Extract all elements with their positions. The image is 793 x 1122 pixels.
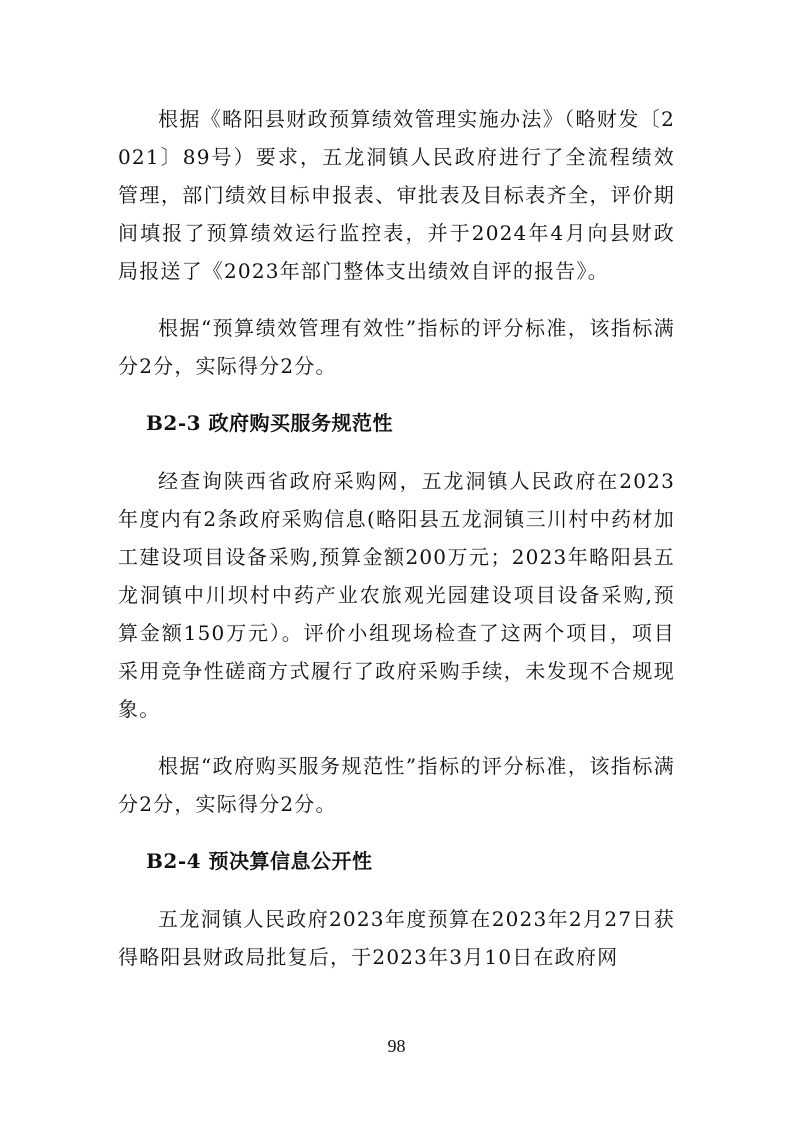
paragraph-performance-management: 根据《略阳县财政预算绩效管理实施办法》（略财发〔2021〕89号）要求，五龙洞镇人民政府进行了全流程绩效管理，部门绩效目标申报表、审批表及目标表齐全，评价期间填报了预算绩效运行监控表，并于2024年4月向县财政局报送了《2023年部门整体支出绩效自评的报告》。 xyxy=(118,107,675,283)
paragraph-procurement: 经查询陕西省政府采购网，五龙洞镇人民政府在2023年度内有2条政府采购信息(略阳县五龙洞镇三川村中药材加工建设项目设备采购,预算金额200万元；2023年略阳县五龙洞镇中川坝村中药产业农旅观光园建设项目设备采购,预算金额150万元）。评价小组现场检查了这两个项目，项目采用竞争性磋商方式履行了政府采购手续，未发现不合规现象。 xyxy=(118,469,675,721)
page-number: 98 xyxy=(387,1036,406,1056)
section-heading-b2-3: B2-3 政府购买服务规范性 xyxy=(146,411,393,435)
section-heading-b2-4: B2-4 预决算信息公开性 xyxy=(146,849,373,873)
paragraph-performance-score: 根据“预算绩效管理有效性”指标的评分标准，该指标满分2分，实际得分2分。 xyxy=(118,316,675,378)
page-content xyxy=(118,100,675,995)
paragraph-budget-disclosure: 五龙洞镇人民政府2023年度预算在2023年2月27日获得略阳县财政局批复后，于2023年3月10日在政府网 xyxy=(118,907,675,969)
paragraph-procurement-score: 根据“政府购买服务规范性”指标的评分标准，该指标满分2分，实际得分2分。 xyxy=(118,754,675,816)
